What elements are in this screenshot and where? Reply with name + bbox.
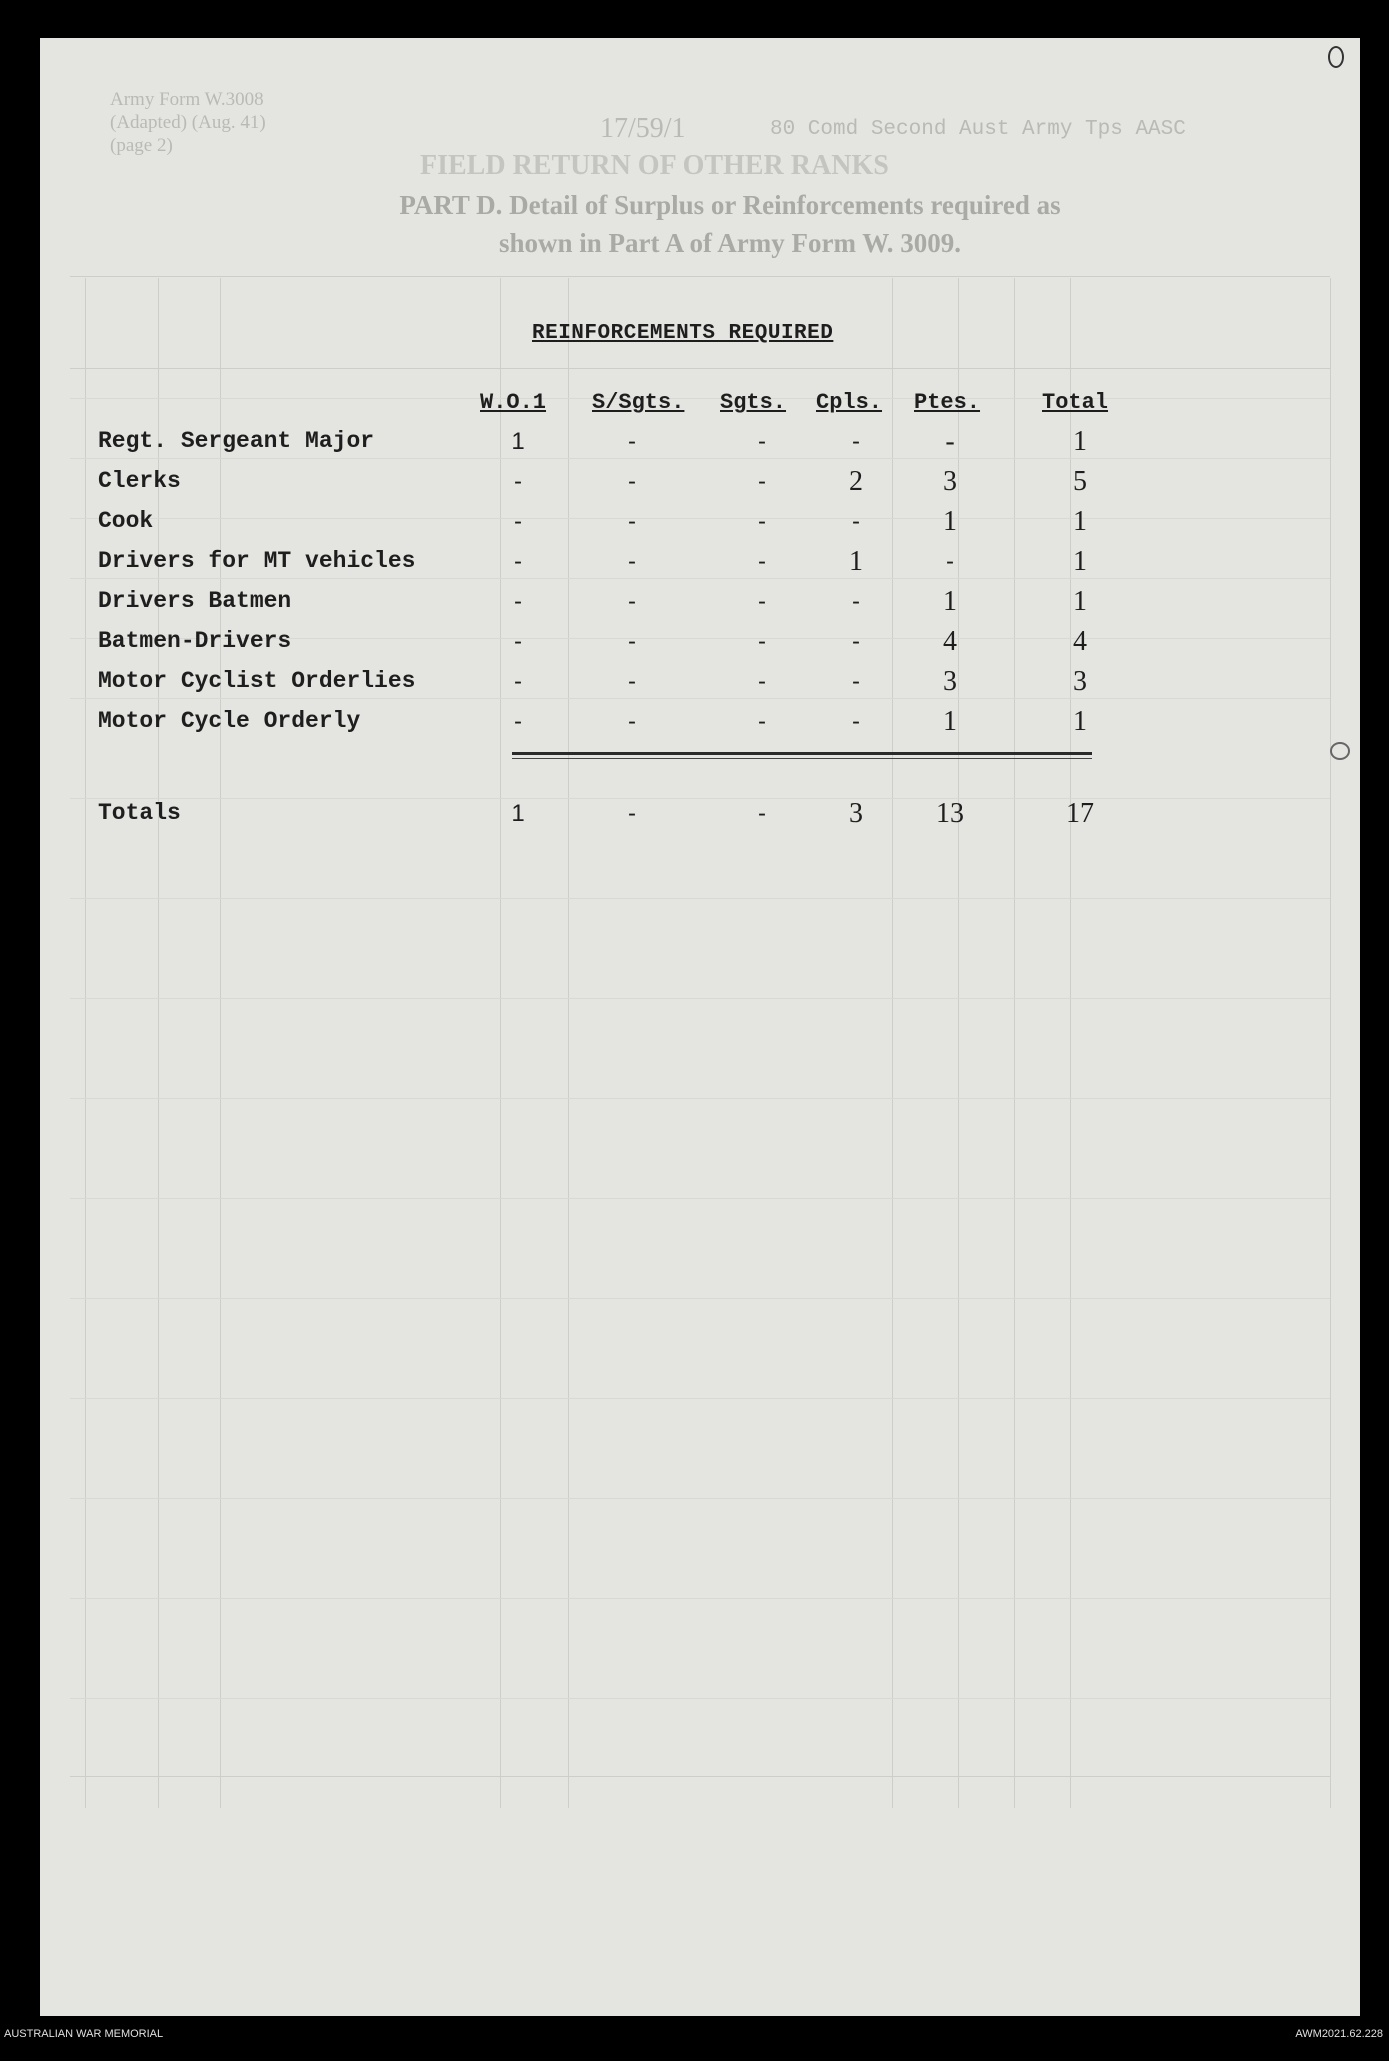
cell-cpls: - xyxy=(852,508,860,535)
cell-cpls: - xyxy=(852,708,860,735)
ghost-rule xyxy=(70,1398,1330,1399)
total-cpls: 3 xyxy=(849,798,863,829)
footer-left: AUSTRALIAN WAR MEMORIAL xyxy=(4,2028,164,2040)
cell-sgts: - xyxy=(758,708,766,735)
cell-cpls: - xyxy=(852,588,860,615)
cell-ptes: 1 xyxy=(943,706,957,737)
cell-ptes: 1 xyxy=(943,506,957,537)
punch-hole-mark xyxy=(1330,742,1350,760)
ghost-form-ref-line: (page 2) xyxy=(110,135,173,156)
row-label: Batmen-Drivers xyxy=(98,628,292,654)
ghost-rule xyxy=(70,1776,1330,1777)
ghost-unit-text: 80 Comd Second Aust Army Tps AASC xyxy=(770,118,1186,141)
cell-ptes: 3 xyxy=(943,666,957,697)
ghost-rule xyxy=(70,458,1330,459)
footer-right: AWM2021.62.228 xyxy=(1295,2028,1383,2040)
cell-sgts: - xyxy=(758,508,766,535)
cell-cpls: - xyxy=(852,628,860,655)
cell-ptes: - xyxy=(945,426,955,457)
ghost-column-line xyxy=(892,278,893,1808)
ghost-rule xyxy=(70,798,1330,799)
ghost-column-line xyxy=(1014,278,1015,1808)
row-label: Drivers for MT vehicles xyxy=(98,548,416,574)
row-label: Regt. Sergeant Major xyxy=(98,428,375,454)
cell-wo1: - xyxy=(514,668,522,695)
ghost-stamp-text: FIELD RETURN OF OTHER RANKS xyxy=(420,150,889,181)
ghost-part-title: PART D. Detail of Surplus or Reinforcements required as shown in Part A of Army Form W. 3009. xyxy=(399,190,1061,258)
cell-cpls: - xyxy=(852,668,860,695)
cell-ssgts: - xyxy=(628,708,636,735)
ghost-form-ref-line: Army Form W.3008 xyxy=(110,89,264,110)
cell-total: 3 xyxy=(1073,666,1087,697)
ghost-rule xyxy=(70,578,1330,579)
punch-hole-mark xyxy=(1328,46,1344,68)
total-sgts: - xyxy=(758,800,766,827)
cell-sgts: - xyxy=(758,628,766,655)
cell-ptes: 1 xyxy=(943,586,957,617)
ghost-rule xyxy=(70,1498,1330,1499)
cell-sgts: - xyxy=(758,668,766,695)
totals-rule xyxy=(512,752,1092,755)
totals-label: Totals xyxy=(98,800,181,826)
cell-sgts: - xyxy=(758,588,766,615)
total-total: 17 xyxy=(1066,798,1094,829)
column-header-ssgts: S/Sgts. xyxy=(592,390,685,415)
ghost-rule xyxy=(70,1598,1330,1599)
cell-total: 1 xyxy=(1073,426,1087,457)
total-ptes: 13 xyxy=(936,798,964,829)
ghost-rule xyxy=(70,1098,1330,1099)
cell-ptes: 4 xyxy=(943,626,957,657)
ghost-column-line xyxy=(158,278,159,1808)
cell-ptes: 3 xyxy=(943,466,957,497)
ghost-rule xyxy=(70,998,1330,999)
cell-ptes: - xyxy=(946,548,954,575)
cell-wo1: - xyxy=(514,588,522,615)
row-label: Motor Cyclist Orderlies xyxy=(98,668,416,694)
column-header-sgts: Sgts. xyxy=(720,390,787,415)
cell-total: 1 xyxy=(1073,506,1087,537)
cell-total: 1 xyxy=(1073,586,1087,617)
document-sheet xyxy=(40,38,1360,2016)
total-ssgts: - xyxy=(628,800,636,827)
cell-wo1: - xyxy=(514,628,522,655)
cell-sgts: - xyxy=(758,548,766,575)
ghost-form-ref-line: (Adapted) (Aug. 41) xyxy=(110,112,266,133)
column-header-total: Total xyxy=(1042,390,1109,415)
totals-rule xyxy=(512,758,1092,759)
cell-cpls: 1 xyxy=(849,546,863,577)
cell-cpls: - xyxy=(852,428,860,455)
cell-total: 4 xyxy=(1073,626,1087,657)
row-label: Drivers Batmen xyxy=(98,588,292,614)
column-header-ptes: Ptes. xyxy=(914,390,981,415)
ghost-rule xyxy=(70,368,1330,369)
cell-sgts: - xyxy=(758,428,766,455)
ghost-rule xyxy=(70,1198,1330,1199)
column-header-wo1: W.O.1 xyxy=(480,390,547,415)
cell-total: 1 xyxy=(1073,706,1087,737)
cell-ssgts: - xyxy=(628,628,636,655)
cell-ssgts: - xyxy=(628,508,636,535)
ghost-ref-number: 17/59/1 xyxy=(600,113,686,144)
cell-ssgts: - xyxy=(628,588,636,615)
ghost-column-line xyxy=(1330,278,1331,1808)
row-label: Motor Cycle Orderly xyxy=(98,708,361,734)
total-wo1: 1 xyxy=(511,800,525,827)
cell-ssgts: - xyxy=(628,668,636,695)
cell-ssgts: - xyxy=(628,548,636,575)
cell-ssgts: - xyxy=(628,428,636,455)
cell-cpls: 2 xyxy=(849,466,863,497)
ghost-column-line xyxy=(220,278,221,1808)
ghost-rule xyxy=(70,898,1330,899)
ghost-form-ref xyxy=(110,88,266,157)
cell-sgts: - xyxy=(758,468,766,495)
ghost-rule xyxy=(70,398,1330,399)
cell-ssgts: - xyxy=(628,468,636,495)
cell-total: 5 xyxy=(1073,466,1087,497)
row-label: Cook xyxy=(98,508,154,534)
ghost-rule xyxy=(70,1698,1330,1699)
cell-wo1: - xyxy=(514,548,522,575)
cell-wo1: - xyxy=(514,508,522,535)
form-title: REINFORCEMENTS REQUIRED xyxy=(532,322,834,345)
ghost-rule xyxy=(70,276,1330,277)
cell-wo1: 1 xyxy=(511,428,525,455)
cell-wo1: - xyxy=(514,708,522,735)
ghost-rule xyxy=(70,518,1330,519)
cell-total: 1 xyxy=(1073,546,1087,577)
ghost-rule xyxy=(70,698,1330,699)
ghost-rule xyxy=(70,1298,1330,1299)
ghost-column-line xyxy=(85,278,86,1808)
row-label: Clerks xyxy=(98,468,181,494)
column-header-cpls: Cpls. xyxy=(816,390,883,415)
archive-footer xyxy=(0,2022,1389,2061)
ghost-column-line xyxy=(568,278,569,1808)
cell-wo1: - xyxy=(514,468,522,495)
